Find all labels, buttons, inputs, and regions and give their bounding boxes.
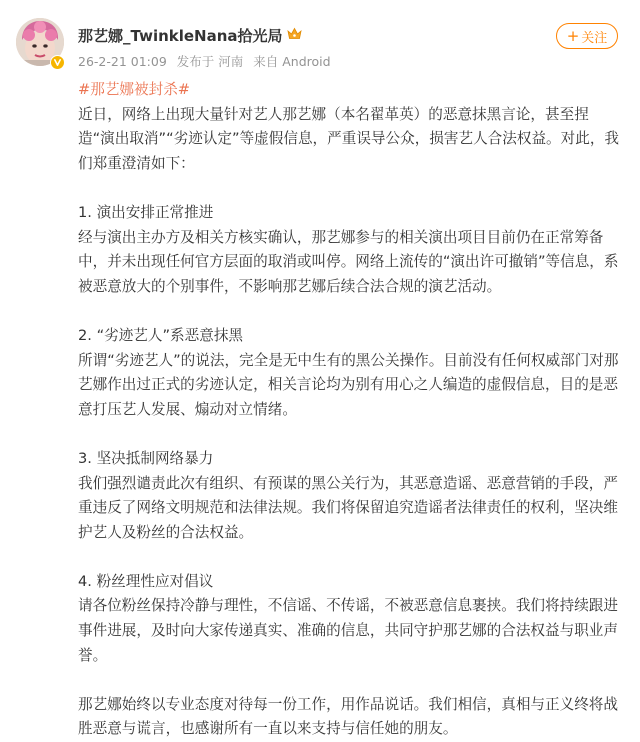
user-name[interactable] — [78, 27, 302, 45]
section-body: 经与演出主办方及相关方核实确认，那艺娜参与的相关演出项目目前仍在正常筹备中，并未出现任何官方层面的取消或叫停。网络上流传的“演出许可撤销”等信息，系被恶意放大的个别事件，不影响那艺娜后续合法合规的演艺活动。 — [78, 228, 619, 295]
crown-icon — [287, 26, 302, 44]
user-name-text[interactable]: 那艺娜_TwinkleNana拾光局 — [78, 27, 283, 45]
post-timestamp[interactable]: 26-2-21 01:09 — [78, 54, 167, 69]
section-heading: 2. “劣迹艺人”系恶意抹黑 — [78, 326, 244, 344]
follow-label: 关注 — [581, 30, 608, 46]
plus-icon: + — [566, 26, 580, 45]
section-heading: 3. 坚决抵制网络暴力 — [78, 449, 214, 467]
post-source: 来自 Android — [253, 54, 331, 69]
section-body: 所谓“劣迹艺人”的说法，完全是无中生有的黑公关操作。目前没有任何权威部门对那艺娜作出过正式的劣迹认定，相关言论均为别有用心之人编造的虚假信息，目的是恶意打压艺人发展、煽动对立情绪。 — [78, 351, 619, 418]
post-header — [0, 0, 640, 80]
post-location: 发布于 河南 — [176, 54, 244, 69]
verified-badge-icon — [50, 55, 65, 70]
section-body: 请各位粉丝保持冷静与理性，不信谣、不传谣，不被恶意信息裹挟。我们将持续跟进事件进展，及时向大家传递真实、准确的信息，共同守护那艺娜的合法权益与职业声誉。 — [78, 597, 618, 664]
section-heading: 1. 演出安排正常推进 — [78, 203, 214, 221]
closing-paragraph: 那艺娜始终以专业态度对待每一份工作，用作品说话。我们相信，真相与正义终将战胜恶意与谎言，也感谢所有一直以来支持与信任她的朋友。 — [78, 695, 618, 738]
post-meta — [78, 54, 337, 70]
intro-paragraph: 近日，网络上出现大量针对艺人那艺娜（本名翟革英）的恶意抹黑言论，甚至捏造“演出取消”“劣迹认定”等虚假信息，严重误导公众，损害艺人合法权益。对此，我们郑重澄清如下： — [78, 105, 620, 172]
post-content — [78, 78, 622, 742]
section-heading: 4. 粉丝理性应对倡议 — [78, 572, 214, 590]
hashtag-link[interactable]: #那艺娜被封杀# — [78, 81, 191, 98]
section-body: 我们强烈谴责此次有组织、有预谋的黑公关行为，其恶意造谣、恶意营销的手段，严重违反了网络文明规范和法律法规。我们将保留追究造谣者法律责任的权利，坚决维护艺人及粉丝的合法权益。 — [78, 474, 618, 541]
follow-button[interactable] — [556, 23, 618, 49]
